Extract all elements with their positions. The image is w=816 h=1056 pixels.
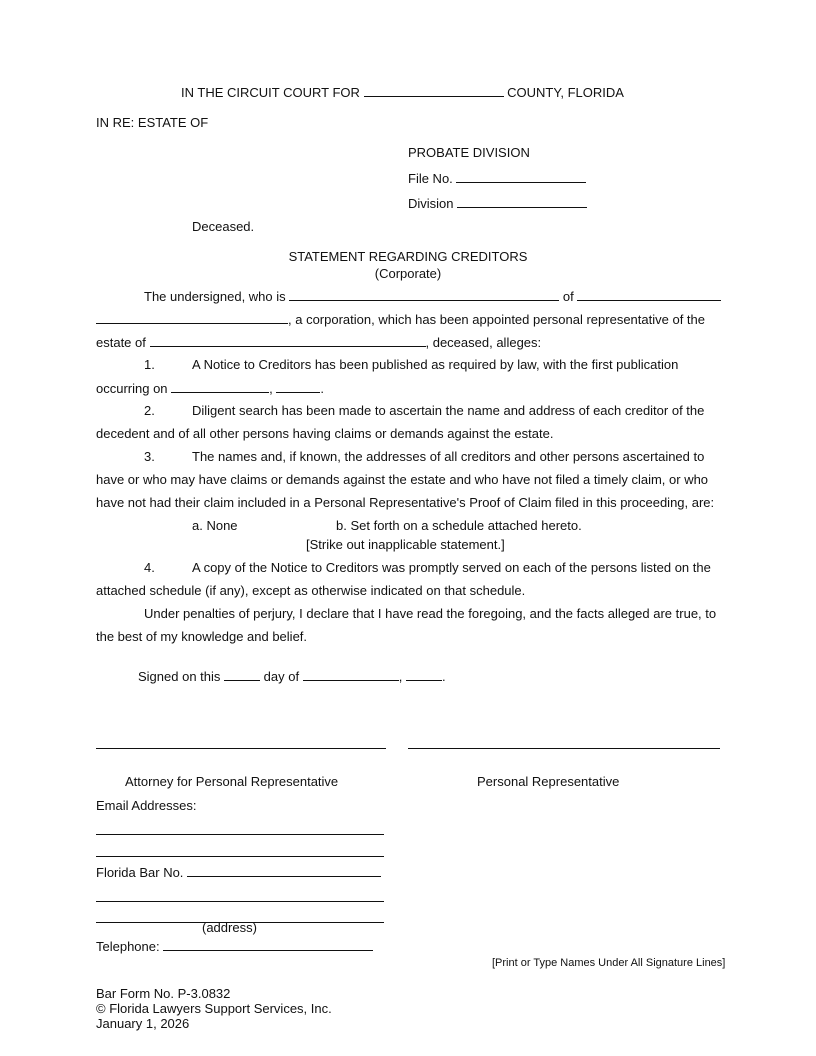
item-3-text: The names and, if known, the addresses of all creditors and other persons ascertained to (192, 449, 705, 464)
file-no-blank[interactable] (456, 170, 586, 183)
corporation-name-blank-1[interactable] (577, 288, 721, 301)
florida-bar-row (96, 864, 381, 880)
email-line-2[interactable] (96, 856, 384, 857)
attorney-label: Attorney for Personal Representative (125, 774, 339, 789)
file-no-label: File No. (408, 171, 453, 186)
signed-sep: , (398, 669, 403, 684)
print-names-note: [Print or Type Names Under All Signature Lines] (492, 957, 726, 969)
option-a-none[interactable]: a. None (192, 518, 238, 533)
signed-prefix: Signed on this (138, 669, 221, 684)
strike-out-note: [Strike out inapplicable statement.] (306, 537, 505, 552)
personal-representative-label: Personal Representative (477, 774, 620, 789)
signed-day-blank[interactable] (224, 668, 260, 681)
court-suffix: COUNTY, FLORIDA (507, 85, 624, 100)
court-heading (181, 84, 624, 100)
email-line-1[interactable] (96, 834, 384, 835)
item-4-continuation: attached schedule (if any), except as otherwise indicated on that schedule. (96, 583, 526, 598)
telephone-label: Telephone: (96, 939, 160, 954)
signed-day-of: day of (263, 669, 300, 684)
copyright-notice: © Florida Lawyers Support Services, Inc. (96, 1001, 332, 1016)
intro-line-2 (96, 311, 705, 327)
court-prefix: IN THE CIRCUIT COURT FOR (181, 85, 360, 100)
bar-form-number: Bar Form No. P-3.0832 (96, 986, 231, 1001)
intro-text-2: of (562, 289, 574, 304)
item-1-number: 1. (144, 357, 155, 372)
florida-bar-blank[interactable] (187, 864, 381, 877)
signed-year-blank[interactable] (406, 668, 442, 681)
intro-text-4: estate of (96, 335, 146, 350)
item-1-text: A Notice to Creditors has been published as required by law, with the first publication (192, 357, 679, 372)
signed-on-row (138, 668, 446, 684)
item-2-text: Diligent search has been made to ascertain the name and address of each creditor of the (192, 403, 705, 418)
item-1-occurring-label: occurring on (96, 381, 168, 396)
probate-division-title: PROBATE DIVISION (408, 145, 530, 160)
division-blank[interactable] (457, 195, 587, 208)
item-2-continuation: decedent and of all other persons having claims or demands against the estate. (96, 426, 554, 441)
pr-signature-line[interactable] (408, 748, 720, 749)
item-4-number: 4. (144, 560, 155, 575)
perjury-text: Under penalties of perjury, I declare that I have read the foregoing, and the facts alleged are true, to (144, 606, 717, 621)
item-3-continuation-2: have not had their claim included in a Personal Representative's Proof of Claim filed in this proceeding, are: (96, 495, 715, 510)
county-blank[interactable] (364, 84, 504, 97)
division-label: Division (408, 196, 454, 211)
form-date: January 1, 2026 (96, 1016, 190, 1031)
signed-end: . (441, 669, 446, 684)
publication-year-blank[interactable] (276, 380, 320, 393)
document-subtitle: (Corporate) (374, 266, 442, 281)
option-b-schedule[interactable]: b. Set forth on a schedule attached hereto. (336, 518, 582, 533)
deceased-label: Deceased. (192, 219, 255, 234)
item-2-number: 2. (144, 403, 155, 418)
item-4-text: A copy of the Notice to Creditors was promptly served on each of the persons listed on the (192, 560, 711, 575)
intro-text-5: , deceased, alleges: (425, 335, 542, 350)
telephone-row (96, 938, 373, 954)
intro-line-3 (96, 334, 541, 350)
item-3-continuation-1: have or who may have claims or demands against the estate and who have not filed a timely claim, or who (96, 472, 709, 487)
item-1-line-2 (96, 380, 324, 396)
intro-text-1: The undersigned, who is (144, 289, 286, 304)
item-1-sep: , (269, 381, 273, 396)
telephone-blank[interactable] (163, 938, 373, 951)
division-row (408, 195, 587, 211)
item-1-end: . (320, 381, 325, 396)
email-label: Email Addresses: (96, 798, 197, 813)
publication-date-blank[interactable] (171, 380, 269, 393)
item-3-number: 3. (144, 449, 155, 464)
corporation-name-blank-2[interactable] (96, 311, 288, 324)
file-no-row (408, 170, 586, 186)
address-label: (address) (202, 920, 257, 935)
undersigned-name-blank[interactable] (289, 288, 559, 301)
decedent-name-blank[interactable] (150, 334, 426, 347)
signed-month-blank[interactable] (303, 668, 399, 681)
florida-bar-label: Florida Bar No. (96, 865, 184, 880)
perjury-continuation: the best of my knowledge and belief. (96, 629, 308, 644)
intro-text-3: , a corporation, which has been appointed personal representative of the (288, 312, 705, 327)
document-title: STATEMENT REGARDING CREDITORS (288, 249, 528, 264)
in-re-label: IN RE: ESTATE OF (96, 115, 209, 130)
address-line-1[interactable] (96, 901, 384, 902)
attorney-signature-line[interactable] (96, 748, 386, 749)
intro-line-1 (144, 288, 721, 304)
